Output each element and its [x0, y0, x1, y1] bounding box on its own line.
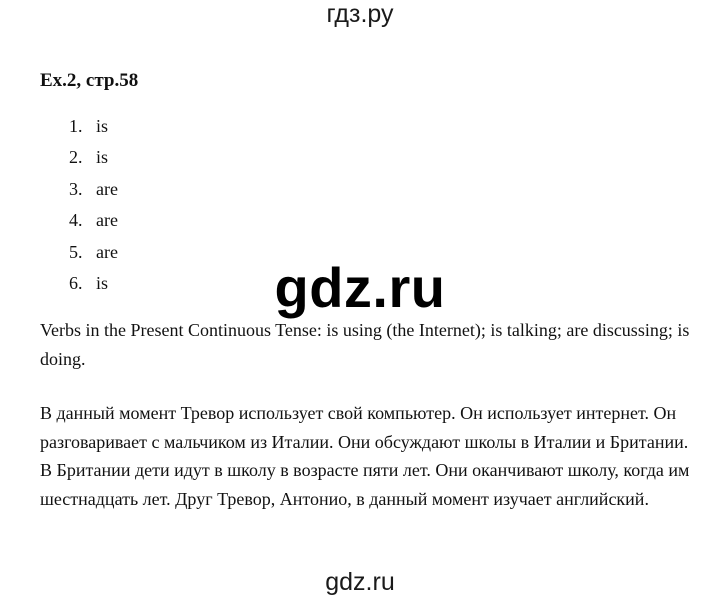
answer-text: is — [96, 116, 109, 136]
answer-number: 2. — [69, 147, 83, 168]
answer-text: is — [96, 147, 109, 168]
answer-number: 5. — [69, 241, 83, 262]
answer-text: are — [96, 241, 118, 262]
verbs-paragraph: Verbs in the Present Continuous Tense: is using (the Internet); is talking; are discussing; is doing. — [40, 320, 690, 369]
answer-text: is — [96, 272, 109, 293]
answer-number: 3. — [69, 178, 83, 199]
answer-text: are — [96, 210, 118, 231]
answer-item — [69, 111, 118, 142]
exercise-title: Ex.2, стр.58 — [40, 70, 139, 91]
answer-item — [69, 205, 118, 236]
answer-number: 4. — [69, 210, 83, 231]
answer-item — [69, 142, 118, 173]
answer-number: 6. — [69, 272, 83, 293]
answer-number: 1. — [69, 116, 83, 136]
site-brand-footer: gdz.ru — [325, 568, 395, 596]
site-brand-header: гдз.ру — [326, 0, 394, 28]
translation-paragraph: В данный момент Тревор использует свой компьютер. Он использует интернет. Он разговаривает с мальчиком из Италии. Они обсуждают школы в Италии и Британии. В Британии дети идут в школу в возрасте пяти лет. Они оканчивают школу, когда им шестнадцать лет. Друг Тревор, Антонио, в данный момент изучает английский. — [40, 403, 690, 509]
answer-item — [69, 174, 118, 205]
answer-text: are — [96, 178, 118, 199]
watermark-logo: gdz.ru — [274, 256, 446, 319]
